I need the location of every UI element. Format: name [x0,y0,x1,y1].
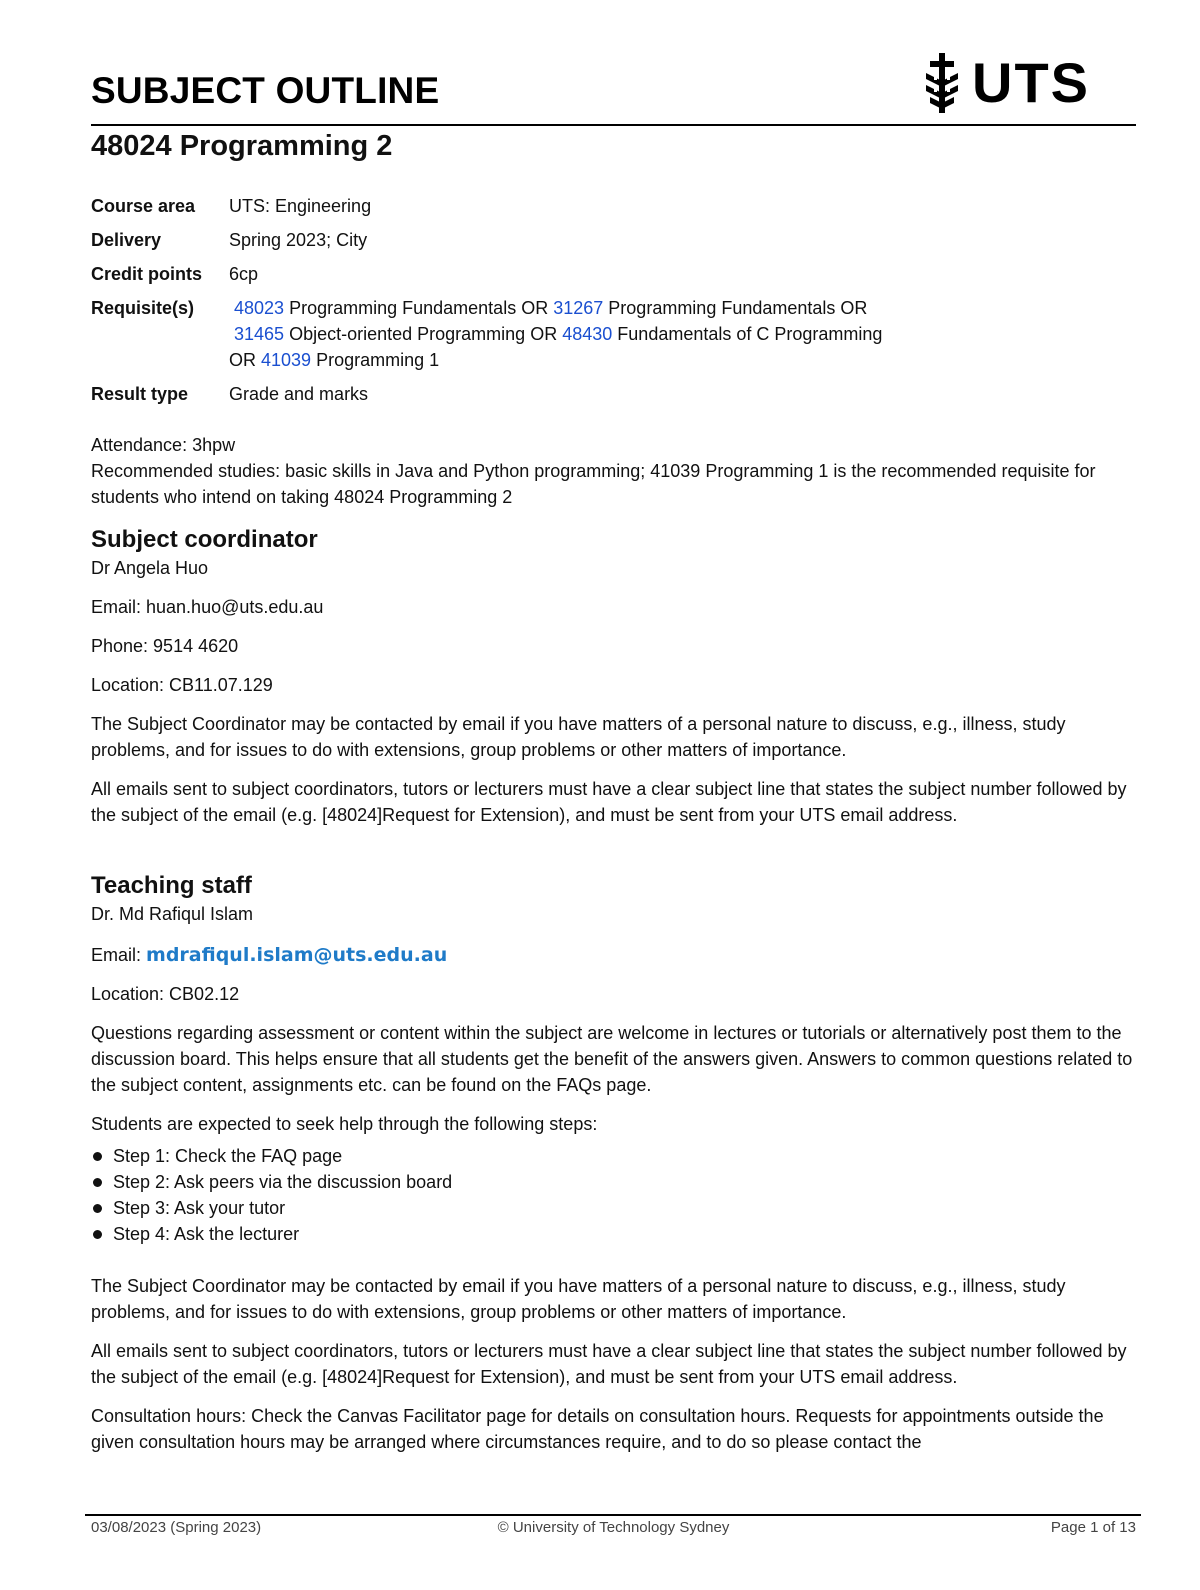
attendance-text: Attendance: 3hpw [91,435,236,455]
requisite-link-41039[interactable]: 41039 [261,350,312,370]
step-text: Step 1: Check the FAQ page [113,1146,343,1166]
delivery-label: Delivery [91,230,162,250]
subject-title: 48024 Programming 2 [91,130,393,162]
teacher-email-line [91,942,1136,968]
recommended-studies-text: Recommended studies: basic skills in Java and Python programming; 41039 Programming 1 is the recommended requisite for students who intend on taking 48024 Programming 2 [91,461,1096,507]
credit-points-value: 6cp [229,264,259,284]
requisites-label: Requisite(s) [91,298,195,318]
list-item [91,1221,1136,1247]
teaching-staff-block [91,901,1136,1455]
bullet-icon [93,1178,102,1187]
requisite-name: Programming Fundamentals OR [289,298,549,318]
bullet-icon [93,1152,102,1161]
questions-note: Questions regarding assessment or content within the subject are welcome in lectures or tutorials or alternatively post them to the discussion board. This helps ensure that all students get the benefit of the answers given. Answers to common questions related to the subject content, assignments etc. can be found on the FAQs page. [91,1023,1133,1095]
requisites-row [91,295,1091,373]
uts-logo-text: UTS [972,51,1090,114]
coordinator-location: Location: CB11.07.129 [91,675,273,695]
requisite-name: Programming Fundamentals OR [608,298,868,318]
coordinator-contact-note: The Subject Coordinator may be contacted by email if you have matters of a personal nature to discuss, e.g., illness, study problems, and for issues to do with extensions, group problems or other matters of importance. [91,714,1066,760]
credit-points-row [91,261,1091,287]
result-type-row [91,381,1091,407]
coordinator-email-note: All emails sent to subject coordinators, tutors or lecturers must have a clear subject line that states the subject number followed by the subject of the email (e.g. [48024]Request for Extension), and must be sent from your UTS email address. [91,779,1127,825]
footer-divider [85,1514,1141,1516]
page-header [91,51,1136,128]
teaching-email-note: All emails sent to subject coordinators, tutors or lecturers must have a clear subject line that states the subject number followed by the subject of the email (e.g. [48024]Request for Extension), and must be sent from your UTS email address. [91,1341,1127,1387]
course-area-row [91,193,1091,219]
teacher-location: Location: CB02.12 [91,984,240,1004]
subject-details [91,193,1091,415]
step-text: Step 3: Ask your tutor [113,1198,286,1218]
steps-intro: Students are expected to seek help through the following steps: [91,1114,598,1134]
step-text: Step 4: Ask the lecturer [113,1224,300,1244]
teaching-staff-heading: Teaching staff [91,872,252,899]
requisite-line [229,295,1091,321]
bullet-icon [93,1204,102,1213]
document-title: SUBJECT OUTLINE [91,70,440,111]
requisite-name: Object-oriented Programming OR [289,324,558,344]
header-divider [91,124,1136,126]
requisite-name: Fundamentals of C Programming [617,324,883,344]
requisite-line [229,347,1091,373]
requisite-link-31267[interactable]: 31267 [553,298,604,318]
teacher-email-label: Email: [91,945,142,965]
uts-logo [922,51,1090,115]
requisite-link-31465[interactable]: 31465 [234,324,285,344]
list-item [91,1169,1136,1195]
list-item [91,1195,1136,1221]
teaching-contact-note: The Subject Coordinator may be contacted by email if you have matters of a personal nature to discuss, e.g., illness, study problems, and for issues to do with extensions, group problems or other matters of importance. [91,1276,1066,1322]
uts-crest-icon [922,51,962,115]
consultation-hours-text: Consultation hours: Check the Canvas Facilitator page for details on consultation hours. Requests for appointments outside the given consultation hours may be arranged where circumstances require, and to do so please contact the [91,1406,1104,1452]
result-type-label: Result type [91,384,189,404]
requisite-line [229,321,1091,347]
bullet-icon [93,1230,102,1239]
footer-date: 03/08/2023 (Spring 2023) [91,1519,262,1536]
requisite-link-48430[interactable]: 48430 [562,324,613,344]
teacher-name: Dr. Md Rafiqul Islam [91,904,254,924]
delivery-row [91,227,1091,253]
intro-block [91,432,1136,510]
requisite-name: Programming 1 [316,350,440,370]
course-area-value: UTS: Engineering [229,196,372,216]
coordinator-email: Email: huan.huo@uts.edu.au [91,597,324,617]
credit-points-label: Credit points [91,264,202,284]
footer-page-number: Page 1 of 13 [1050,1519,1136,1536]
footer-copyright: © University of Technology Sydney [497,1519,730,1536]
coordinator-name: Dr Angela Huo [91,558,209,578]
result-type-value: Grade and marks [229,384,369,404]
coordinator-block [91,555,1136,828]
course-area-label: Course area [91,196,196,216]
requisites-value [229,295,1091,373]
requisite-prefix: OR [229,350,256,370]
help-steps-list [91,1143,1136,1247]
coordinator-phone: Phone: 9514 4620 [91,636,239,656]
teacher-email-link[interactable]: mdrafiqul.islam@uts.edu.au [146,944,448,966]
requisite-link-48023[interactable]: 48023 [234,298,285,318]
list-item [91,1143,1136,1169]
coordinator-heading: Subject coordinator [91,526,318,553]
step-text: Step 2: Ask peers via the discussion board [113,1172,453,1192]
delivery-value: Spring 2023; City [229,230,368,250]
